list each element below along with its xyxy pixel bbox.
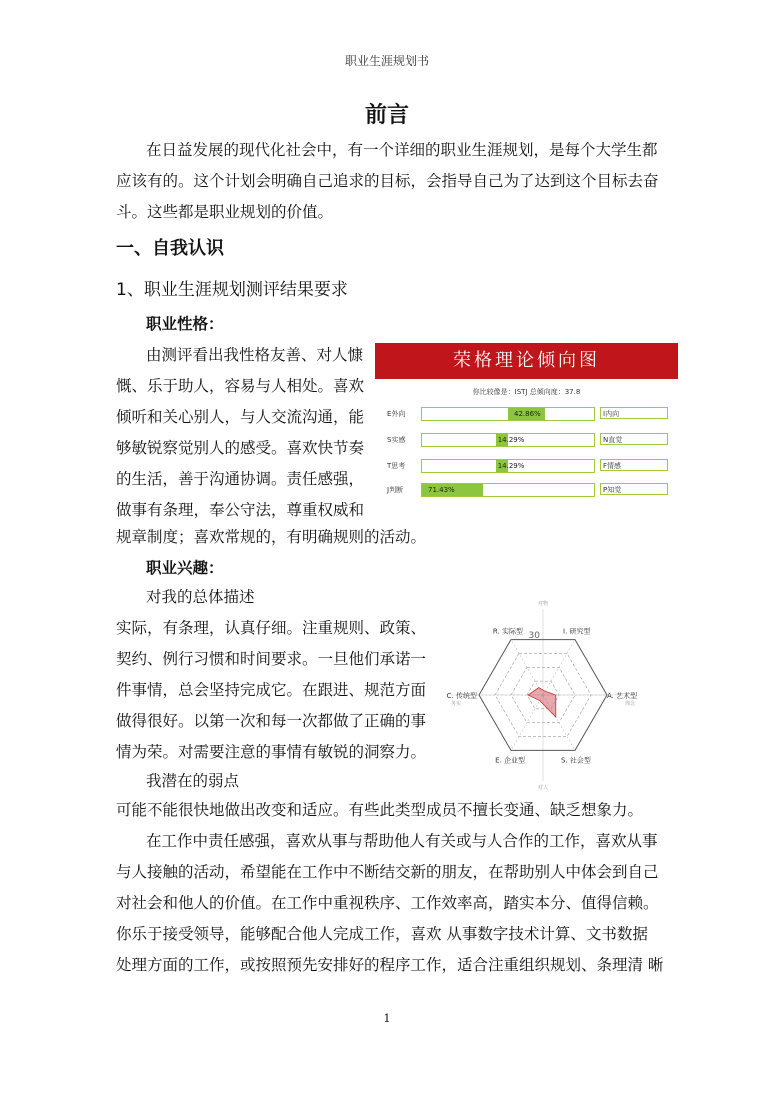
preface-line: 应该有的。这个计划会明确自己追求的目标，会指导自己为了达到这个目标去奋 — [116, 172, 659, 190]
radar-axis-label-top: 对物 — [537, 601, 549, 607]
radar-axis-label-left: 务实 — [451, 701, 462, 707]
radar-label: A. 艺术型 — [607, 692, 638, 700]
jung-bar — [421, 459, 595, 473]
jung-chart-subtitle: 你比较像是：ISTJ 总倾向度：37.8 — [472, 388, 581, 396]
weakness-label: 我潜在的弱点 — [146, 772, 240, 790]
subsection-heading: 1、职业生涯规划测评结果要求 — [116, 280, 348, 300]
jung-row — [375, 458, 678, 474]
jung-pct: 14.29% — [497, 436, 525, 444]
radar-data-area — [528, 688, 556, 718]
interest-label: 职业兴趣： — [146, 558, 224, 577]
preface-line: 斗。这些都是职业规划的价值。 — [116, 203, 334, 221]
jung-pct: 71.43% — [428, 486, 455, 494]
jung-chart-title: 荣格理论倾向图 — [375, 343, 678, 379]
holland-radar-chart — [433, 601, 658, 791]
overall-line: 实际，有条理，认真仔细。注重规则、政策、 — [116, 619, 427, 637]
running-header: 职业生涯规划书 — [344, 54, 429, 68]
work-line: 你乐于接受领导，能够配合他人完成工作，喜欢 从事数字技术计算、文书数据 — [116, 925, 648, 943]
page-title: 前言 — [364, 103, 409, 128]
jung-left-label: S实感 — [387, 436, 406, 444]
jung-bar — [421, 433, 595, 447]
work-line: 对社会和他人的价值。在工作中重视秩序、工作效率高，踏实本分、值得信赖。 — [116, 894, 659, 912]
preface-line: 在日益发展的现代化社会中，有一个详细的职业生涯规划，是每个大学生都 — [146, 141, 658, 159]
jung-row — [375, 482, 678, 498]
radar-label: E. 企业型 — [495, 756, 525, 765]
jung-right-label: P知觉 — [600, 483, 668, 495]
radar-label: S. 社会型 — [561, 756, 591, 765]
overall-line: 契约、例行习惯和时间要求。一旦他们承诺一 — [116, 650, 427, 668]
jung-right-label: I内向 — [600, 407, 668, 419]
section-heading: 一、自我认识 — [116, 238, 224, 259]
overall-line: 做得很好。以第一次和每一次都做了正确的事 — [116, 712, 427, 730]
page-number: 1 — [383, 1012, 391, 1025]
personality-label: 职业性格： — [146, 314, 224, 333]
personality-line: 的生活，善于沟通协调。责任感强， — [116, 470, 365, 488]
jung-pct: 42.86% — [514, 410, 541, 418]
jung-chart — [375, 343, 678, 501]
jung-right-label: F情感 — [600, 459, 668, 471]
personality-line: 由测评看出我性格友善、对人慷 — [146, 346, 364, 364]
radar-axis-label-bottom: 对人 — [537, 785, 549, 791]
personality-line: 做事有条理，奉公守法，尊重权威和 — [116, 501, 365, 519]
jung-bar — [421, 483, 595, 497]
overall-line: 件事情，总会坚持完成它。在跟进、规范方面 — [116, 681, 427, 699]
personality-line: 规章制度；喜欢常规的，有明确规则的活动。 — [116, 528, 427, 546]
jung-left-label: T思考 — [387, 462, 406, 470]
radar-scale-label: 30 — [528, 631, 540, 641]
jung-right-label: N直觉 — [600, 433, 668, 445]
jung-left-label: J判断 — [387, 486, 404, 494]
work-line: 在工作中责任感强，喜欢从事与帮助他人有关或与人合作的工作，喜欢从事 — [146, 832, 658, 850]
jung-row — [375, 406, 678, 422]
radar-label: C. 传统型 — [446, 692, 477, 700]
personality-line: 慨、乐于助人，容易与人相处。喜欢 — [116, 377, 365, 395]
overall-label: 对我的总体描述 — [146, 588, 255, 606]
work-line: 处理方面的工作，或按照预先安排好的程序工作，适合注重组织规划、条理清 晰 — [116, 956, 664, 974]
jung-left-label: E外向 — [387, 410, 406, 418]
radar-axis-label-right: 理念 — [624, 701, 635, 707]
jung-row — [375, 432, 678, 448]
radar-label: R. 实际型 — [492, 627, 523, 636]
work-line: 与人接触的活动，希望能在工作中不断结交新的朋友，在帮助别人中体会到自己 — [116, 863, 659, 881]
personality-line: 倾听和关心别人，与人交流沟通，能 — [116, 408, 365, 426]
jung-pct: 14.29% — [497, 462, 525, 470]
radar-label: I. 研究型 — [563, 627, 591, 636]
weakness-line: 可能不能很快地做出改变和适应。有些此类型成员不擅长变通、缺乏想象力。 — [116, 801, 644, 819]
jung-bar — [421, 407, 595, 421]
personality-line: 够敏锐察觉别人的感受。喜欢快节奏 — [116, 439, 365, 457]
overall-line: 情为荣。对需要注意的事情有敏锐的洞察力。 — [116, 743, 427, 761]
